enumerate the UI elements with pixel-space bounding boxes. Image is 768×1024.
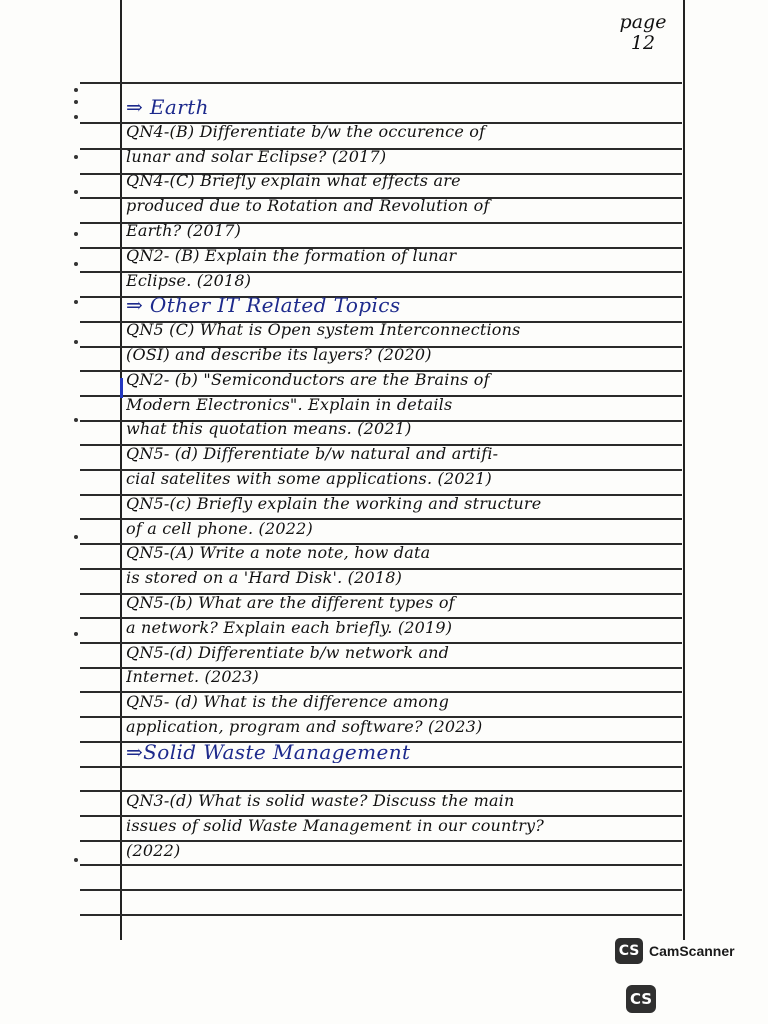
- section-heading: ⇒ Earth: [126, 96, 209, 118]
- punch-hole: [74, 418, 78, 422]
- ink-mark: [120, 378, 123, 398]
- right-margin-line: [683, 0, 685, 940]
- note-line: QN5-(A) Write a note note, how data: [126, 543, 431, 562]
- note-line: QN5-(c) Briefly explain the working and structure: [126, 494, 542, 513]
- camscanner-label: CamScanner: [649, 943, 735, 959]
- punch-hole: [74, 232, 78, 236]
- note-line: lunar and solar Eclipse? (2017): [126, 147, 387, 166]
- ruled-line: [80, 914, 682, 916]
- punch-hole: [74, 858, 78, 862]
- note-line: QN3-(d) What is solid waste? Discuss the main: [126, 791, 515, 810]
- camscanner-logo: [615, 938, 735, 964]
- punch-hole: [74, 190, 78, 194]
- note-line: Eclipse. (2018): [126, 271, 252, 290]
- note-line: produced due to Rotation and Revolution of: [126, 196, 490, 215]
- punch-hole: [74, 632, 78, 636]
- note-line: QN2- (b) "Semiconductors are the Brains of: [126, 370, 490, 389]
- note-line: what this quotation means. (2021): [126, 419, 412, 438]
- note-line: QN2- (B) Explain the formation of lunar: [126, 246, 457, 265]
- note-line: is stored on a 'Hard Disk'. (2018): [126, 568, 403, 587]
- punch-hole: [74, 535, 78, 539]
- note-line: issues of solid Waste Management in our country?: [126, 816, 545, 835]
- punch-hole: [74, 300, 78, 304]
- punch-hole: [74, 340, 78, 344]
- note-line: cial satelites with some applications. (2021): [126, 469, 492, 488]
- note-line: (2022): [126, 841, 181, 860]
- punch-hole: [74, 100, 78, 104]
- cs-logo-icon: CS: [615, 938, 643, 964]
- note-line: QN5-(d) Differentiate b/w network and: [126, 643, 450, 662]
- note-line: Internet. (2023): [126, 667, 259, 686]
- note-line: Earth? (2017): [126, 221, 242, 240]
- ruled-line: [80, 82, 682, 84]
- note-line: a network? Explain each briefly. (2019): [126, 618, 453, 637]
- ruled-line: [80, 766, 682, 768]
- note-line: Modern Electronics". Explain in details: [126, 395, 453, 414]
- note-line: QN5-(b) What are the different types of: [126, 593, 455, 612]
- note-line: of a cell phone. (2022): [126, 519, 313, 538]
- note-line: QN4-(B) Differentiate b/w the occurence of: [126, 122, 486, 141]
- punch-hole: [74, 88, 78, 92]
- note-line: QN4-(C) Briefly explain what effects are: [126, 171, 461, 190]
- punch-hole: [74, 262, 78, 266]
- note-line: application, program and software? (2023): [126, 717, 483, 736]
- page-number: page 12: [619, 11, 667, 54]
- ruled-line: [80, 864, 682, 866]
- section-heading: ⇒ Other IT Related Topics: [126, 294, 401, 316]
- ruled-line: [80, 889, 682, 891]
- note-line: QN5 (C) What is Open system Interconnections: [126, 320, 521, 339]
- note-line: (OSI) and describe its layers? (2020): [126, 345, 432, 364]
- punch-hole: [74, 155, 78, 159]
- note-line: QN5- (d) What is the difference among: [126, 692, 450, 711]
- section-heading: ⇒Solid Waste Management: [126, 741, 411, 763]
- cs-watermark-icon: CS: [626, 985, 656, 1013]
- punch-hole: [74, 115, 78, 119]
- note-line: QN5- (d) Differentiate b/w natural and artifi-: [126, 444, 499, 463]
